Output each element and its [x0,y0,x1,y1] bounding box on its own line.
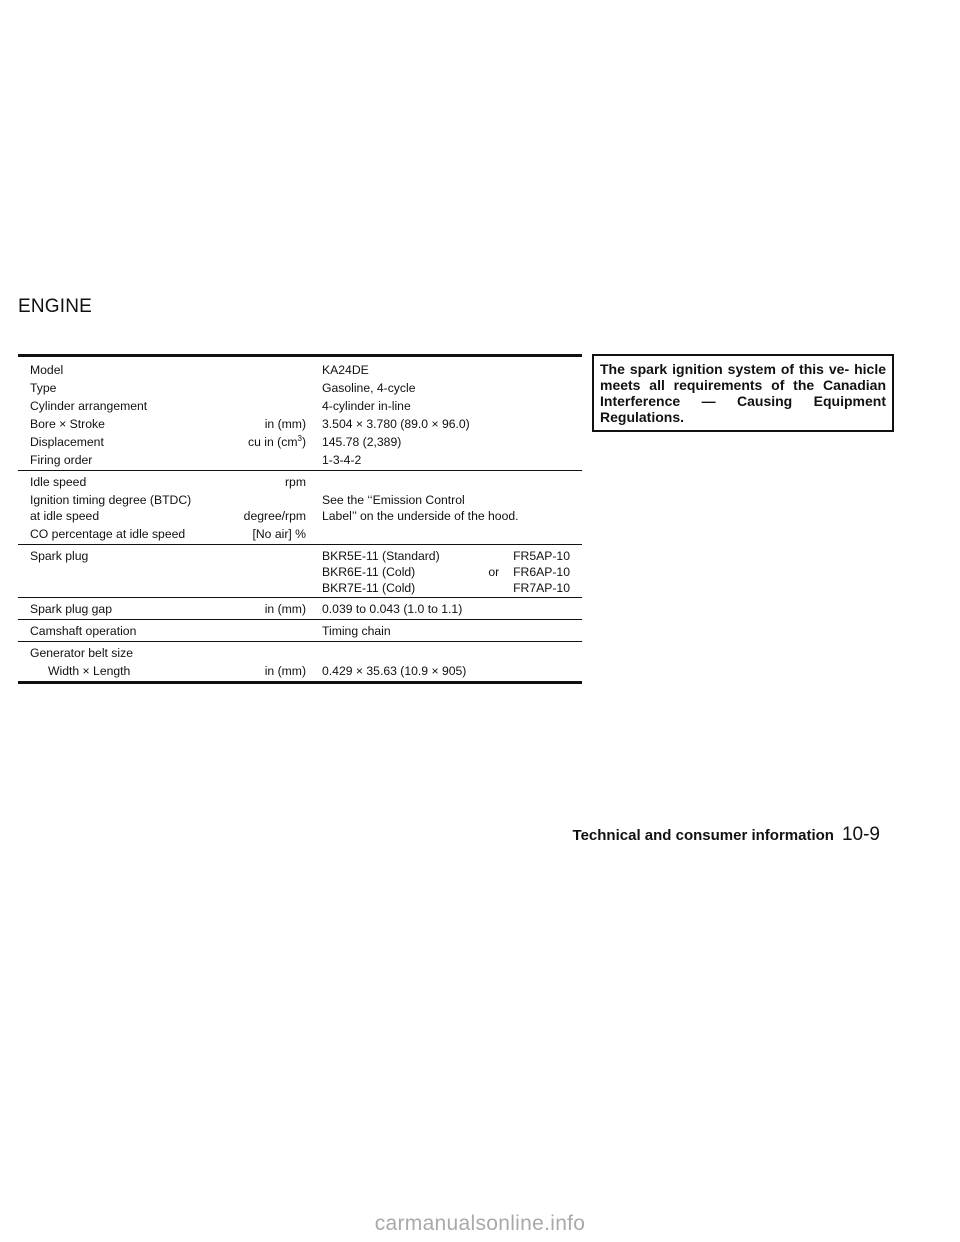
spec-group-camshaft [18,619,582,641]
spec-group-generator-belt [18,641,582,681]
unit-prefix: cu in (cm [248,435,298,449]
spec-label-line: Ignition timing degree (BTDC) [30,493,192,507]
spec-row-bore-stroke [18,415,582,433]
regulation-notice: The spark ignition system of this ve- hicle meets all requirements of the Canadian Interference — Causing Equipment Regulations. [592,354,894,432]
spark-plug-standard: BKR5E-11 (Standard) [322,549,440,563]
spec-label [18,492,192,524]
spec-value: 1-3-4-2 [322,453,362,467]
spec-value: Timing chain [322,624,391,638]
spark-plug-list [322,547,570,596]
spec-label: Firing order [30,453,93,467]
spec-value-line: Label’’ on the underside of the hood. [322,509,519,523]
spec-unit: degree/rpm [243,509,306,523]
spec-label: Model [30,363,64,377]
spec-label: Spark plug [30,549,89,563]
spark-plug-line [322,548,570,564]
spec-value [322,644,570,662]
spec-unit: [No air] % [252,527,306,541]
spec-label-line: at idle speed [30,509,100,523]
spec-unit [188,433,306,451]
spec-row-cylinder-arrangement [18,397,582,415]
spec-value [322,492,570,524]
spec-label: Spark plug gap [30,602,112,616]
spark-plug-alternative: FR6AP-10 [513,565,570,579]
spec-row-type [18,379,582,397]
spec-unit [188,547,306,596]
spark-plug-alternative: FR5AP-10 [513,549,570,563]
spec-label: Displacement [30,435,104,449]
spec-group-general [18,357,582,470]
spec-label: Width × Length [48,664,131,678]
spec-group-idle [18,470,582,544]
footer-section-title: Technical and consumer information [572,827,834,844]
spec-value: Gasoline, 4-cycle [322,381,416,395]
spark-plug-alternative: FR7AP-10 [513,581,570,595]
spec-unit [188,361,306,379]
spec-unit [188,644,306,662]
spec-unit [188,379,306,397]
unit-superscript: 3 [297,433,302,443]
spec-unit [188,622,306,640]
spec-row-idle-speed [18,473,582,491]
spec-unit: rpm [285,475,306,489]
spec-label: Generator belt size [30,646,133,660]
page-footer [573,824,880,846]
section-title: ENGINE [18,296,93,317]
spec-unit [188,451,306,469]
spec-unit: in (mm) [264,417,306,431]
spec-row-width-length [18,662,582,680]
spark-plug-or [474,548,513,564]
engine-spec-table [18,354,582,684]
spec-row-firing-order [18,451,582,469]
spark-plug-line [322,580,570,596]
spec-row-model [18,361,582,379]
unit-suffix: ) [301,435,306,449]
spec-label: CO percentage at idle speed [30,527,186,541]
spec-value [322,473,570,491]
spec-value [322,525,570,543]
spec-value: 4-cylinder in-line [322,399,411,413]
spec-value: 145.78 (2,389) [322,435,402,449]
spec-row-generator-belt-size [18,644,582,662]
spec-row-co-percentage [18,525,582,543]
spec-label: Camshaft operation [30,624,137,638]
spark-plug-or [474,580,513,596]
spec-row-displacement [18,433,582,451]
spec-unit [188,397,306,415]
spark-plug-standard: BKR7E-11 (Cold) [322,581,416,595]
spec-value: KA24DE [322,363,369,377]
spec-row-spark-plug [18,547,582,596]
spark-plug-line [322,564,570,580]
spec-value-line: See the ‘‘Emission Control [322,493,465,507]
spec-row-camshaft-operation [18,622,582,640]
spec-label: Bore × Stroke [30,417,105,431]
spec-unit: in (mm) [264,602,306,616]
spec-row-ignition-timing [18,491,582,525]
spark-plug-or: or [488,565,500,579]
spec-group-plug-gap [18,597,582,619]
spec-unit: in (mm) [264,664,306,678]
page-number: 10-9 [841,824,880,845]
spec-label: Type [30,381,57,395]
spec-value: 0.429 × 35.63 (10.9 × 905) [322,664,467,678]
spec-group-spark-plug [18,544,582,597]
spark-plug-standard: BKR6E-11 (Cold) [322,565,416,579]
spec-row-spark-plug-gap [18,600,582,618]
spec-label: Idle speed [30,475,87,489]
spec-value: 3.504 × 3.780 (89.0 × 96.0) [322,417,470,431]
watermark: carmanualsonline.info [374,1212,586,1235]
spec-label: Cylinder arrangement [30,399,148,413]
spec-value: 0.039 to 0.043 (1.0 to 1.1) [322,602,463,616]
